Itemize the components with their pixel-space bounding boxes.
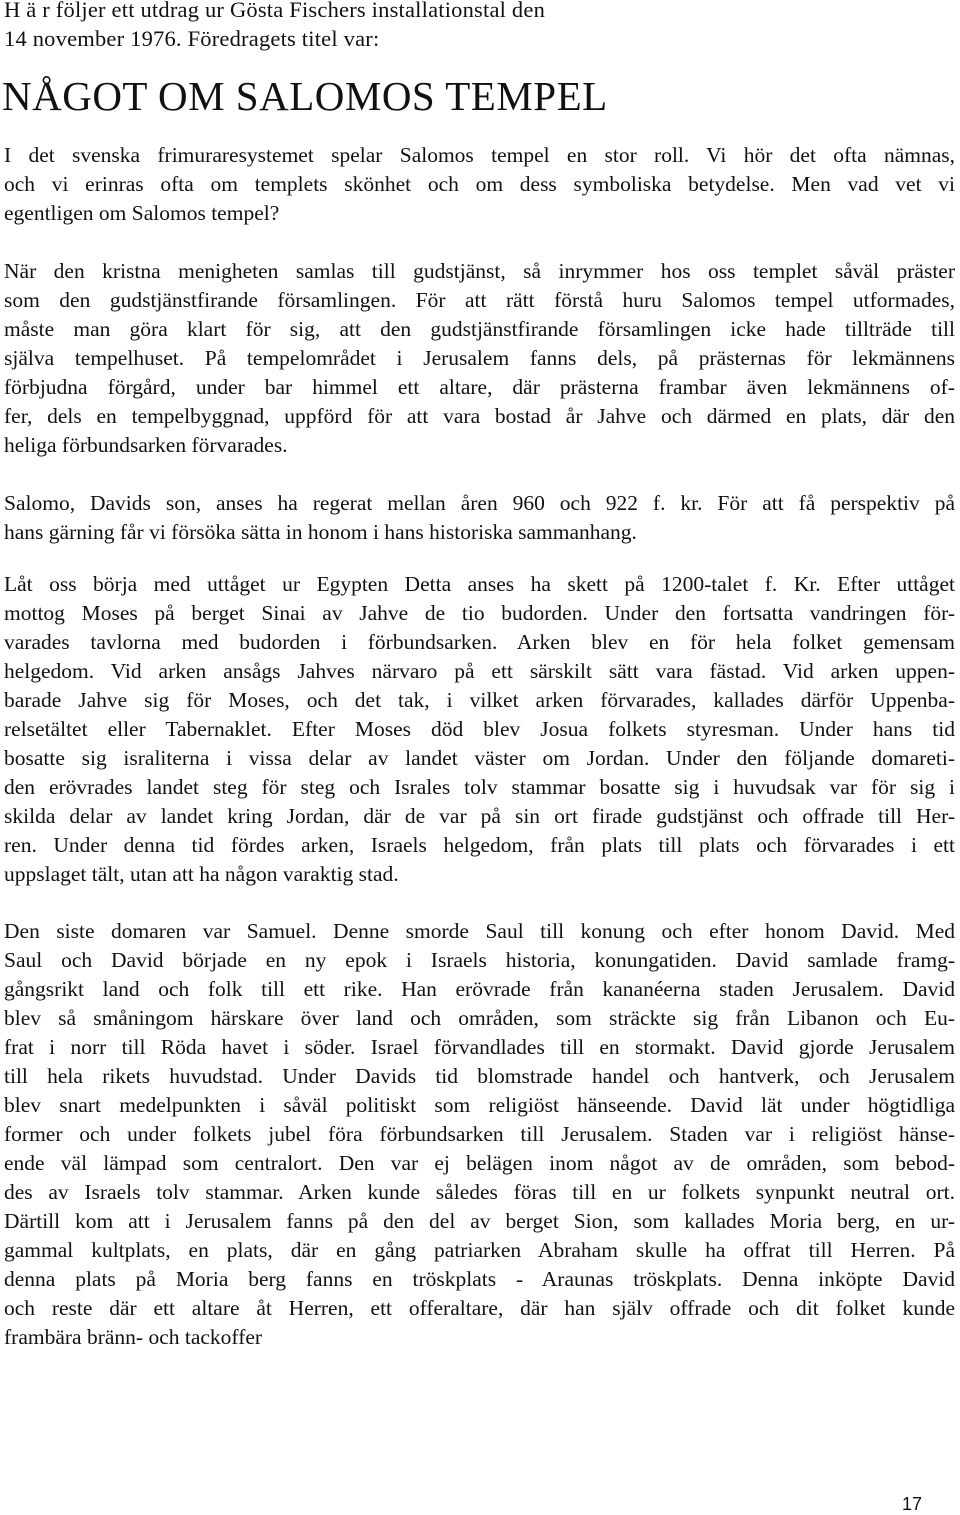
text-line: egentligen om Salomos tempel? [4, 201, 280, 225]
text-line: frat i norr till Röda havet i söder. Israel förvandlades till en stormakt. David gjorde Jerusalem [4, 1035, 955, 1059]
text-line: I det svenska frimuraresystemet spelar Salomos tempel en stor roll. Vi hör det ofta nämnas, [4, 143, 955, 167]
text-line: och vi erinras ofta om templets skönhet och om dess symboliska betydelse. Men vad vet vi [4, 172, 955, 196]
text-line: heliga förbundsarken förvarades. [4, 433, 288, 457]
text-line: denna plats på Moria berg fanns en tröskplats - Araunas tröskplats. Denna inköpte David [4, 1267, 955, 1291]
text-line: den erövrades landet steg för steg och Israles tolv stammar bosatte sig i huvudsak var för sig i [4, 775, 955, 799]
page-title: NÅGOT OM SALOMOS TEMPEL [2, 73, 608, 119]
text-line: till hela rikets huvudstad. Under Davids tid blomstrade handel och hantverk, och Jerusalem [4, 1064, 955, 1088]
text-line: och reste där ett altare åt Herren, ett offeraltare, där han själv offrade och dit folket kunde [4, 1296, 955, 1320]
text-line: måste man göra klart för sig, att den gudstjänstfirande församlingen icke hade tillträde till [4, 317, 955, 341]
text-line: barade Jahve sig för Moses, och det tak, i vilket arken förvarades, kallades därför Uppenba- [4, 688, 955, 712]
text-line: varades tavlorna med budorden i förbundsarken. Arken blev en för hela folket gemensam [4, 630, 955, 654]
paragraph-2 [4, 257, 955, 460]
text-line: själva tempelhuset. På tempelområdet i Jerusalem fanns dels, på prästernas för lekmännens [4, 346, 955, 370]
intro-text [0, 0, 644, 53]
text-line: des av Israels tolv stammar. Arken kunde således föras till en ur folkets synpunkt neutral ort. [4, 1180, 955, 1204]
text-line: blev snart medelpunkten i såväl politiskt som religiöst hänseende. David lät under högtidliga [4, 1093, 955, 1117]
paragraph-3 [4, 489, 955, 547]
text-line: helgedom. Vid arken ansågs Jahves närvaro på ett särskilt sätt vara fästad. Vid arken uppen- [4, 659, 955, 683]
text-line: fer, dels en tempelbyggnad, uppförd för att vara bostad år Jahve och därmed en plats, där den [4, 404, 955, 428]
text-line: Den siste domaren var Samuel. Denne smorde Saul till konung och efter honom David. Med [4, 919, 955, 943]
text-line: bosatte sig israliterna i vissa delar av landet väster om Jordan. Under den följande domareti- [4, 746, 955, 770]
text-line: som den gudstjänstfirande församlingen. För att rätt förstå huru Salomos tempel utformades, [4, 288, 955, 312]
text-line: relsetältet eller Tabernaklet. Efter Moses död blev Josua folkets styresman. Under hans tid [4, 717, 955, 741]
text-line: mottog Moses på berget Sinai av Jahve de tio budorden. Under den fortsatta vandringen för- [4, 601, 955, 625]
text-line: ende väl lämpad som centralort. Den var ej belägen inom något av de områden, som bebod- [4, 1151, 955, 1175]
text-line: blev så småningom härskare över land och områden, som sträckte sig från Libanon och Eu- [4, 1006, 955, 1030]
paragraph-4 [4, 570, 955, 889]
paragraph-1 [4, 141, 955, 228]
paragraph-5 [4, 917, 955, 1352]
text-line: Salomo, Davids son, anses ha regerat mellan åren 960 och 922 f. kr. För att få perspektiv på [4, 491, 955, 515]
text-line: frambära bränn- och tackoffer [4, 1325, 263, 1349]
text-line: Saul och David började en ny epok i Israels historia, konungatiden. David samlade framg- [4, 948, 955, 972]
text-line: förbjudna förgård, under bar himmel ett altare, där prästerna frambar även lekmännens of- [4, 375, 955, 399]
intro-line: H ä r följer ett utdrag ur Gösta Fischers installationstal den [4, 0, 546, 22]
text-line: uppslaget tält, utan att ha någon varaktig stad. [4, 862, 399, 886]
page-number: 17 [901, 1494, 922, 1514]
text-line: ren. Under denna tid fördes arken, Israels helgedom, från plats till plats och förvarades i ett [4, 833, 955, 857]
text-line: gammal kultplats, en plats, där en gång patriarken Abraham skulle ha offrat till Herren. På [4, 1238, 955, 1262]
text-line: Därtill kom att i Jerusalem fanns på den del av berget Sion, som kallades Moria berg, en ur- [4, 1209, 955, 1233]
text-line: former och under folkets jubel föra förbundsarken till Jerusalem. Staden var i religiöst hänse- [4, 1122, 955, 1146]
text-line: gångsrikt land och folk till ett rike. Han erövrade från kananéerna staden Jerusalem. David [4, 977, 955, 1001]
text-line: När den kristna menigheten samlas till gudstjänst, så inrymmer hos oss templet såväl präster [4, 259, 955, 283]
text-line: hans gärning får vi försöka sätta in honom i hans historiska sammanhang. [4, 520, 637, 544]
text-line: Låt oss börja med uttåget ur Egypten Detta anses ha skett på 1200-talet f. Kr. Efter uttåget [4, 572, 955, 596]
intro-line: 14 november 1976. Föredragets titel var: [4, 26, 380, 51]
text-line: skilda delar av landet kring Jordan, där de var på sin ort firade gudstjänst och offrade till Her- [4, 804, 955, 828]
